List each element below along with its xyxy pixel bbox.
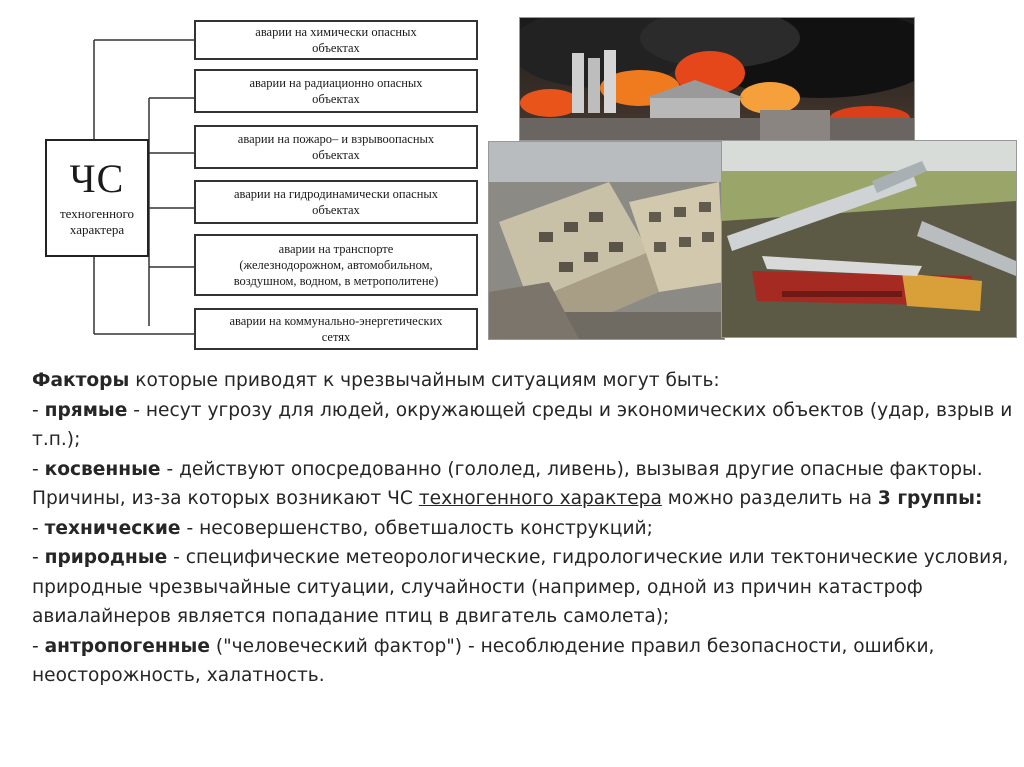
- paragraph-direct-factors: - прямые - несут угрозу для людей, окружающей среды и экономических объектов (удар, взрыв и т.п.);: [32, 399, 1013, 450]
- paragraph-anthropogenic-causes: - антропогенные ("человеческий фактор") - несоблюдение правил безопасности, ошибки, неосторожность, халатность.: [32, 635, 935, 686]
- factors-text: [32, 366, 1022, 691]
- classification-diagram: [42, 16, 482, 356]
- root-subtitle: техногенного характера: [59, 206, 135, 237]
- collapsed-building-photo: [488, 141, 725, 340]
- category-chemical: аварии на химически опасных объектах: [194, 20, 478, 60]
- paragraph-natural-causes: - природные - специфические метеорологические, гидрологические или тектонические условия, природные чрезвычайные ситуации, случайности (например, одной из причин катастроф авиалайнеров является попадание птиц в двигатель самолета);: [32, 547, 1009, 627]
- category-fire-explosion: аварии на пожаро– и взрывоопасных объектах: [194, 125, 478, 169]
- category-radiation: аварии на радиационно опасных объектах: [194, 69, 478, 113]
- paragraph-factors-intro: Факторы которые приводят к чрезвычайным ситуациям могут быть:: [32, 370, 720, 391]
- root-box-tech-emergency: [45, 139, 149, 257]
- train-crash-photo: [721, 140, 1017, 338]
- category-utility-networks: аварии на коммунально-энергетических сетях: [194, 308, 478, 350]
- paragraph-indirect-factors: - косвенные - действуют опосредованно (гололед, ливень), вызывая другие опасные факторы.: [32, 458, 983, 480]
- root-title: ЧС: [69, 156, 125, 201]
- paragraph-causes-intro: Причины, из-за которых возникают ЧС техногенного характера можно разделить на 3 группы:: [32, 488, 983, 509]
- category-hydrodynamic: аварии на гидродинамически опасных объектах: [194, 180, 478, 224]
- paragraph-technical-causes: - технические - несовершенство, обветшалость конструкций;: [32, 517, 653, 539]
- industrial-fire-photo: [519, 17, 915, 141]
- category-transport: аварии на транспорте (железнодорожном, автомобильном, воздушном, водном, в метрополитене): [194, 234, 478, 296]
